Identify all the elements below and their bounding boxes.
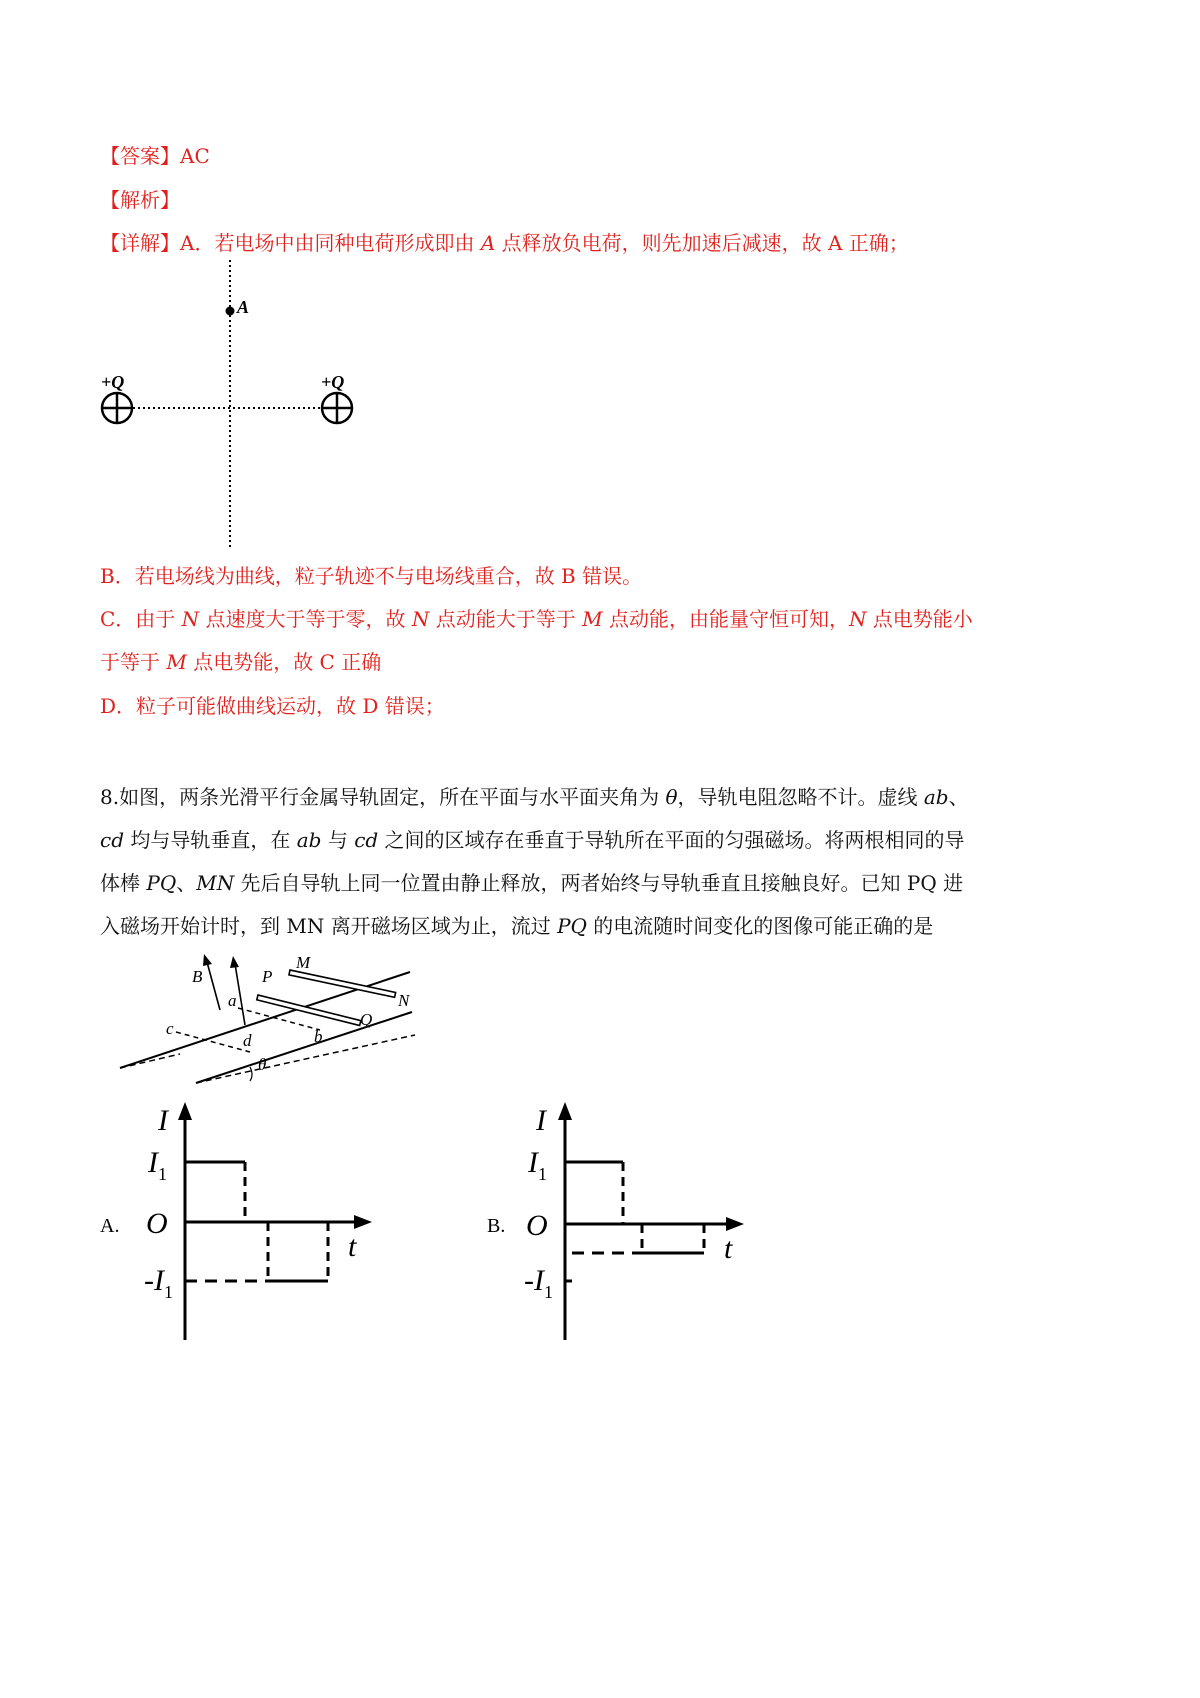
graph-a-x-label: t bbox=[348, 1230, 357, 1263]
charges-figure bbox=[95, 260, 375, 560]
text-span: 、 bbox=[948, 785, 969, 809]
text-span: 于等于 bbox=[100, 650, 167, 674]
text-span: 8.如图，两条光滑平行金属导轨固定，所在平面与水平面夹角为 bbox=[100, 785, 666, 809]
text-span: 点动能大于等于 bbox=[429, 607, 583, 631]
question-line-4 bbox=[100, 912, 933, 940]
left-charge-symbol bbox=[102, 393, 132, 423]
graph-b-y-arrow bbox=[558, 1102, 572, 1120]
detail-prefix: 【详解】A．若电场中由同种电荷形成即由 bbox=[100, 231, 481, 255]
analysis-label: 【解析】 bbox=[100, 188, 180, 212]
rod-pq bbox=[257, 995, 361, 1025]
text-span: 点电势能小 bbox=[866, 607, 973, 631]
var-m: M bbox=[582, 607, 603, 631]
label-b: b bbox=[314, 1027, 323, 1046]
question-line-2 bbox=[100, 826, 965, 854]
option-a-label[interactable]: A. bbox=[100, 1215, 120, 1237]
var-pq: PQ bbox=[146, 871, 177, 895]
line-c-2 bbox=[100, 648, 381, 676]
question-line-1 bbox=[100, 783, 969, 811]
var-ab: ab bbox=[296, 828, 322, 852]
graph-a-y-label: I bbox=[158, 1104, 168, 1137]
var-n: N bbox=[411, 607, 430, 631]
line-b: B．若电场线为曲线，粒子轨迹不与电场线重合，故 B 错误。 bbox=[100, 564, 643, 588]
right-charge-label: +Q bbox=[321, 372, 345, 392]
var-theta: θ bbox=[665, 785, 678, 809]
label-q: Q bbox=[360, 1010, 373, 1029]
graph-b-x-label: t bbox=[724, 1232, 733, 1265]
label-b-field: B bbox=[192, 967, 203, 986]
var-ab: ab bbox=[923, 785, 949, 809]
graph-a[interactable] bbox=[140, 1100, 380, 1345]
text-span: 入磁场开始计时，到 MN 离开磁场区域为止，流过 bbox=[100, 914, 558, 938]
graph-a-origin: O bbox=[146, 1207, 168, 1240]
answer-line: 【答案】AC bbox=[100, 144, 210, 168]
graph-a-neg-label: $-I_1$ bbox=[144, 1264, 173, 1302]
right-charge-symbol bbox=[322, 393, 352, 423]
text-span: 点速度大于等于零，故 bbox=[199, 607, 412, 631]
label-c: c bbox=[166, 1019, 174, 1038]
label-n: N bbox=[398, 991, 410, 1010]
option-b-label[interactable]: B. bbox=[487, 1215, 506, 1237]
text-span: ，导轨电阻忽略不计。虚线 bbox=[677, 785, 924, 809]
dashed-cd bbox=[176, 1032, 250, 1052]
var-cd: cd bbox=[354, 828, 379, 852]
point-a-dot bbox=[226, 307, 235, 316]
text-span: 体棒 bbox=[100, 871, 147, 895]
line-c-1 bbox=[100, 605, 973, 633]
graph-a-pos-label: $I_1$ bbox=[148, 1146, 167, 1184]
left-charge-label: +Q bbox=[101, 372, 125, 392]
text-span: 、 bbox=[176, 871, 197, 895]
text-span: 点电势能，故 C 正确 bbox=[186, 650, 382, 674]
graph-b[interactable] bbox=[520, 1100, 760, 1345]
text-span: 的电流随时间变化的图像可能正确的是 bbox=[586, 914, 934, 938]
graph-b-x-arrow bbox=[726, 1217, 744, 1231]
graph-a-x-arrow bbox=[354, 1215, 372, 1229]
field-arrow-1 bbox=[203, 954, 220, 1010]
question-line-3 bbox=[100, 869, 963, 897]
rail-right bbox=[196, 1012, 412, 1083]
angle-arc bbox=[250, 1067, 252, 1081]
label-m: M bbox=[296, 953, 311, 972]
rails-figure bbox=[110, 950, 430, 1090]
text-span: 之间的区域存在垂直于导轨所在平面的匀强磁场。将两根相同的导 bbox=[378, 828, 965, 852]
text-span: 点动能，由能量守恒可知， bbox=[602, 607, 849, 631]
ground-line bbox=[196, 1035, 415, 1083]
graph-b-neg-label: $-I_1$ bbox=[524, 1264, 553, 1302]
var-m: M bbox=[166, 650, 187, 674]
graph-b-pos-label: $I_1$ bbox=[528, 1146, 547, 1184]
graph-b-y-label: I bbox=[536, 1104, 546, 1137]
label-theta: θ bbox=[258, 1055, 267, 1074]
text-span: 均与导轨垂直，在 bbox=[124, 828, 297, 852]
label-d: d bbox=[243, 1031, 252, 1050]
label-a: a bbox=[228, 991, 237, 1010]
graph-b-origin: O bbox=[526, 1209, 548, 1242]
var-mn: MN bbox=[196, 871, 235, 895]
detail-suffix: 点释放负电荷，则先加速后减速，故 A 正确； bbox=[495, 231, 909, 255]
label-p: P bbox=[262, 967, 273, 986]
line-d: D．粒子可能做曲线运动，故 D 错误； bbox=[100, 694, 445, 718]
text-span: C．由于 bbox=[100, 607, 182, 631]
var-n: N bbox=[181, 607, 200, 631]
rod-mn bbox=[289, 970, 396, 997]
detail-line-a bbox=[100, 229, 909, 257]
graph-a-y-arrow bbox=[178, 1102, 192, 1120]
point-a-label: A bbox=[237, 297, 250, 317]
var-n: N bbox=[848, 607, 867, 631]
text-span: 先后自导轨上同一位置由静止释放，两者始终与导轨垂直且接触良好。已知 PQ 进 bbox=[234, 871, 964, 895]
var-cd: cd bbox=[100, 828, 125, 852]
text-span: 与 bbox=[321, 828, 355, 852]
detail-point-a: A bbox=[480, 231, 496, 255]
var-pq: PQ bbox=[557, 914, 587, 938]
